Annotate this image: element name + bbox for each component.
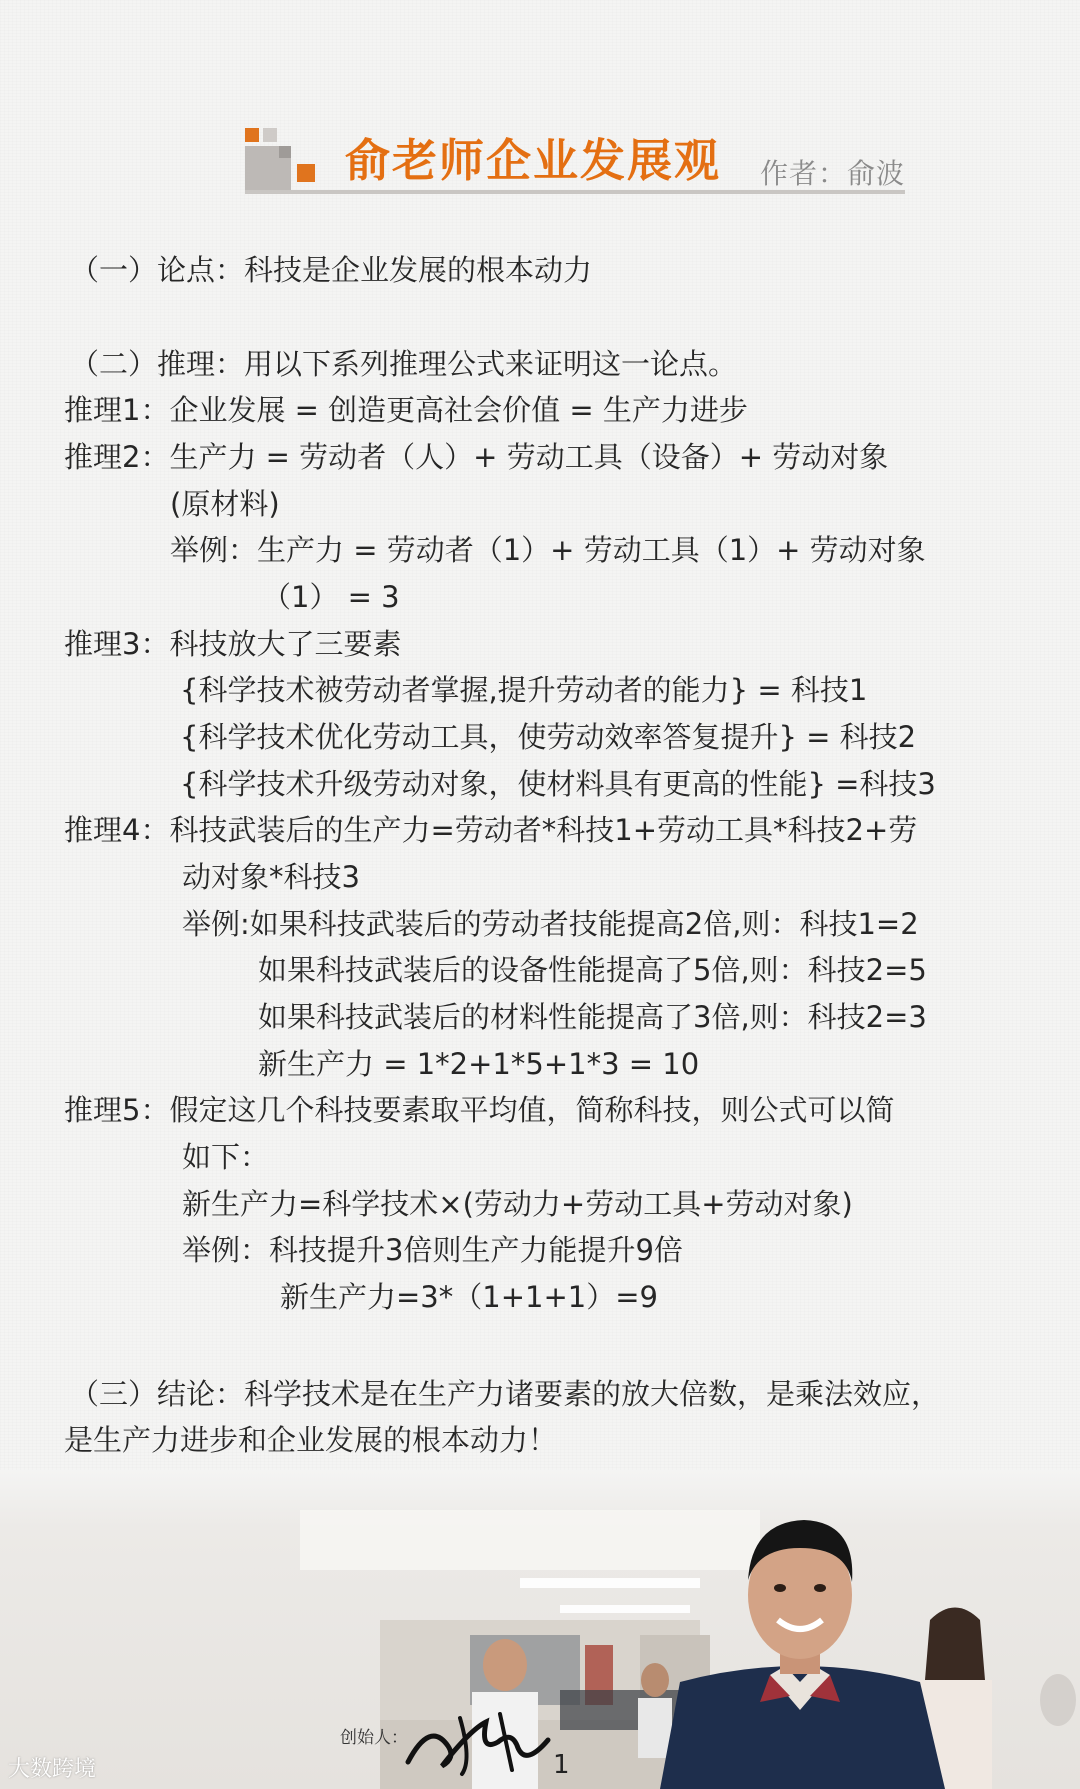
reasoning-5-line: 推理5：假定这几个科技要素取平均值，简称科技，则公式可以简: [64, 1093, 895, 1127]
reasoning-5-example: 举例：科技提升3倍则生产力能提升9倍: [182, 1233, 683, 1267]
founder-signature: [400, 1700, 560, 1780]
reasoning-5-continued: 如下：: [182, 1140, 270, 1174]
header-underline: [245, 190, 905, 194]
reasoning-4-example-1: 举例:如果科技武装后的劳动者技能提高2倍,则：科技1=2: [182, 907, 919, 941]
reasoning-3-item-2: {科学技术优化劳动工具，使劳动效率答复提升} = 科技2: [180, 720, 917, 754]
reasoning-3-line: 推理3：科技放大了三要素: [64, 627, 402, 661]
watermark: 大数跨境: [8, 1757, 97, 1782]
reasoning-1-line: 推理1：企业发展 = 创造更高社会价值 = 生产力进步: [64, 393, 748, 427]
reasoning-2-continued: (原材料): [170, 487, 280, 521]
thesis-line: （一）论点：科技是企业发展的根本动力: [70, 253, 593, 287]
reasoning-5-example-result: 新生产力=3*（1+1+1）=9: [280, 1280, 658, 1314]
conclusion-continued: 是生产力进步和企业发展的根本动力！: [64, 1423, 558, 1457]
logo-block-orange-small: [245, 128, 259, 142]
reasoning-2-line: 推理2：生产力 = 劳动者（人）+ 劳动工具（设备）+ 劳动对象: [64, 440, 889, 474]
reasoning-3-item-1: {科学技术被劳动者掌握,提升劳动者的能力} = 科技1: [180, 673, 868, 707]
logo-block-darkgray: [279, 146, 291, 158]
page-number: 1: [553, 1750, 570, 1780]
reasoning-5-formula: 新生产力=科学技术×(劳动力+劳动工具+劳动对象): [182, 1187, 853, 1221]
reasoning-3-item-3: {科学技术升级劳动对象，使材料具有更高的性能} =科技3: [180, 767, 936, 801]
reasoning-2-example: 举例：生产力 = 劳动者（1）+ 劳动工具（1）+ 劳动对象: [170, 533, 926, 567]
reasoning-2-example-continued: （1） = 3: [262, 580, 400, 614]
logo-block-orange: [297, 164, 315, 182]
logo-block-lightgray: [263, 128, 277, 142]
conclusion-line: （三）结论：科学技术是在生产力诸要素的放大倍数，是乘法效应，: [70, 1377, 941, 1411]
reasoning-4-line: 推理4：科技武装后的生产力=劳动者*科技1+劳动工具*科技2+劳: [64, 813, 918, 847]
document-author: 作者：俞波: [760, 157, 906, 190]
document-title: 俞老师企业发展观: [345, 134, 722, 187]
founder-label: 创始人：: [340, 1728, 408, 1748]
reasoning-4-continued: 动对象*科技3: [182, 860, 360, 894]
reasoning-4-example-2: 如果科技武装后的设备性能提高了5倍,则：科技2=5: [258, 953, 927, 987]
reasoning-intro-line: （二）推理：用以下系列推理公式来证明这一论点。: [70, 347, 738, 381]
reasoning-4-result: 新生产力 = 1*2+1*5+1*3 = 10: [258, 1047, 700, 1081]
reasoning-4-example-3: 如果科技武装后的材料性能提高了3倍,则：科技2=3: [258, 1000, 927, 1034]
document-header: [245, 118, 910, 198]
